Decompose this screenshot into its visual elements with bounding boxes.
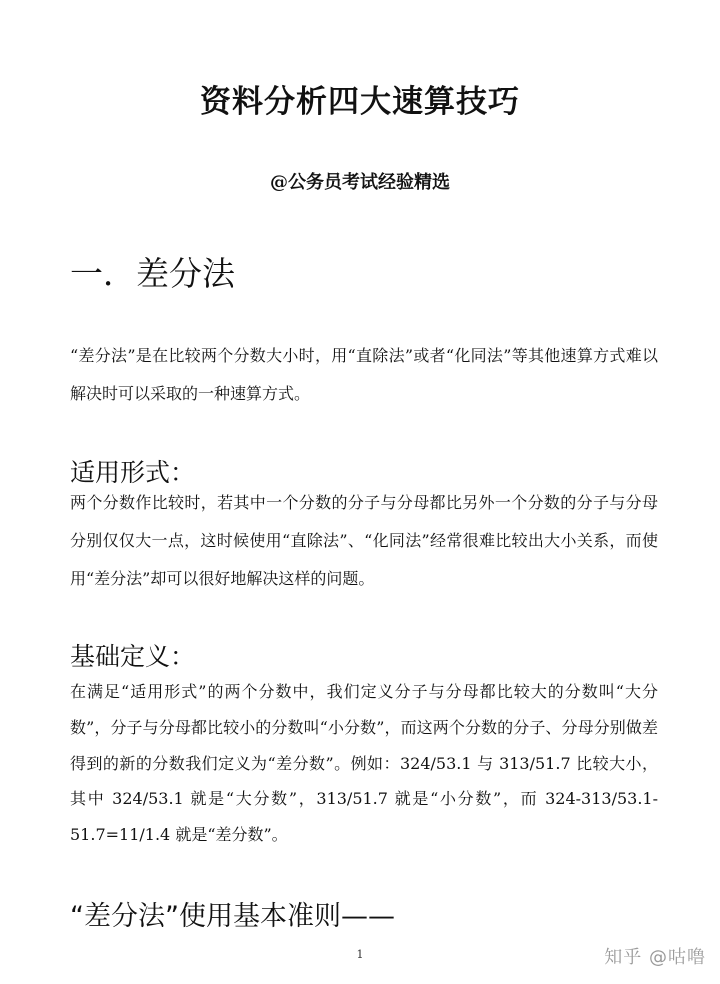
applicable-form-heading: 适用形式： <box>70 458 196 487</box>
page-number: 1 <box>356 948 364 961</box>
applicable-form-paragraph: 两个分数作比较时，若其中一个分数的分子与分母都比另外一个分数的分子与分母分别仅仅大一点，这时候使用“直除法”、“化同法”经常很难比较出大小关系，而使用“差分法”却可以很好地解决这样的问题。 <box>70 493 658 588</box>
basic-definition-heading: 基础定义： <box>70 642 196 671</box>
intro-paragraph: “差分法”是在比较两个分数大小时，用“直除法”或者“化同法”等其他速算方式难以解决时可以采取的一种速算方式。 <box>70 346 658 403</box>
basic-definition-paragraph: 在满足“适用形式”的两个分数中，我们定义分子与分母都比较大的分数叫“大分数”，分子与分母都比较小的分数叫“小分数”，而这两个分数的分子、分母分别做差得到的新的分数我们定义为“差分数”。例如：324/53.1 与 313/51.7 比较大小，其中 324/53.1 就是“大分数”，313/51.7 就是“小分数”，而 324-313/53.1-51.7=11/1.4 就是“差分数”。 <box>70 682 658 845</box>
zhihu-watermark: 知乎 @咕噜 <box>604 947 706 968</box>
page-subtitle: @公务员考试经验精选 <box>270 172 450 193</box>
section-heading: 一．差分法 <box>70 254 235 293</box>
page-title: 资料分析四大速算技巧 <box>200 84 520 120</box>
rules-heading: “差分法”使用基本准则—— <box>70 901 395 932</box>
